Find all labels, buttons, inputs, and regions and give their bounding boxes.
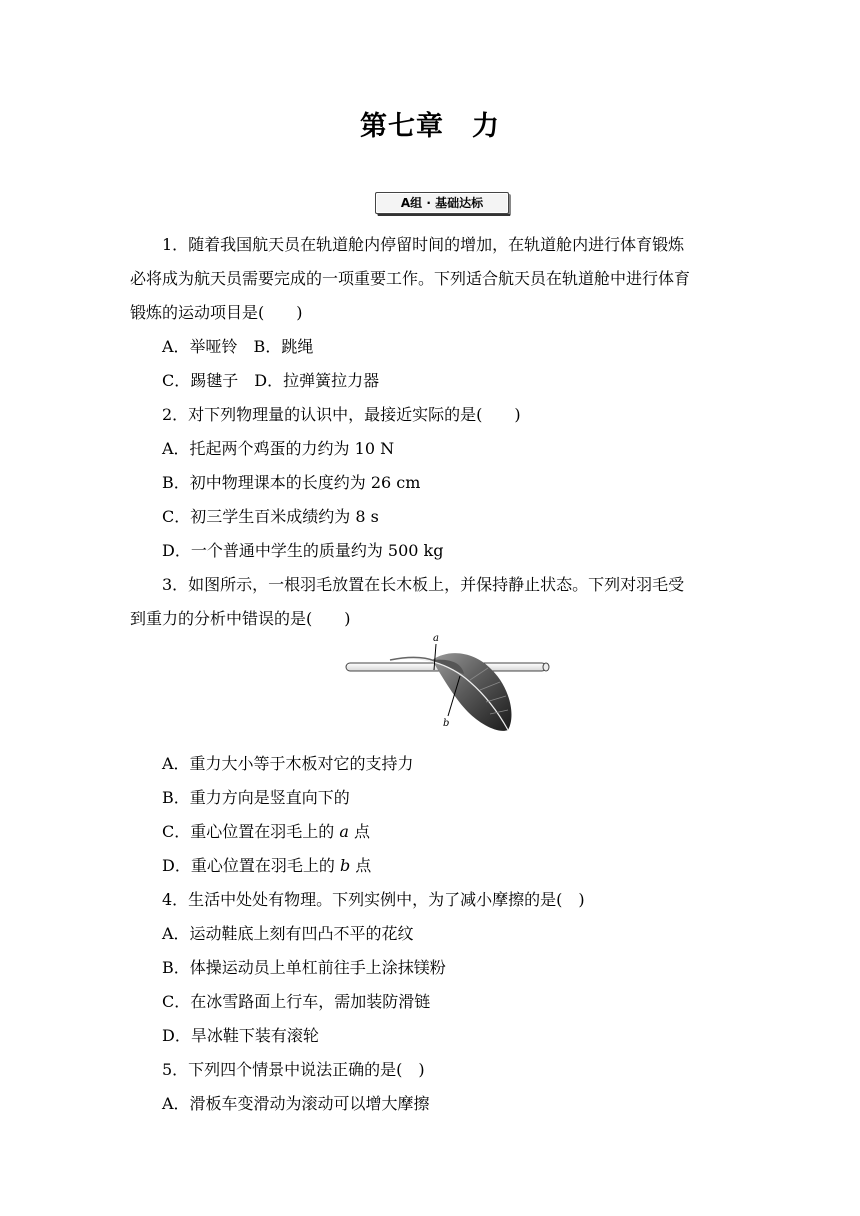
q3-option-d-suffix: 点 (355, 856, 372, 875)
q4-option-b: B．体操运动员上单杠前往手上涂抹镁粉 (162, 958, 446, 977)
q1-options-cd: C．踢毽子 D．拉弹簧拉力器 (162, 371, 380, 390)
q2-option-a: A．托起两个鸡蛋的力约为 10 N (162, 439, 395, 458)
q3-option-d (162, 853, 371, 876)
chapter-title: 第七章 力 (360, 111, 500, 142)
q5-stem: 5．下列四个情景中说法正确的是( ) (162, 1060, 425, 1079)
feather-on-board-figure (340, 630, 555, 742)
badge-underline (378, 214, 510, 216)
q2-option-b: B．初中物理课本的长度约为 26 cm (162, 473, 421, 492)
label-b: b (443, 718, 450, 729)
q3-option-c (162, 819, 370, 842)
q3-stem-line2: 到重力的分析中错误的是( ) (130, 609, 351, 628)
q3-option-c-var: a (339, 822, 349, 841)
section-badge: A组 · 基础达标 (375, 192, 509, 214)
label-a: a (433, 633, 439, 644)
q4-option-a: A．运动鞋底上刻有凹凸不平的花纹 (162, 924, 414, 943)
q1-options-ab: A．举哑铃 B．跳绳 (162, 337, 314, 356)
q3-stem-line1: 3．如图所示，一根羽毛放置在长木板上，并保持静止状态。下列对羽毛受 (162, 575, 685, 594)
q3-option-c-prefix: C．重心位置在羽毛上的 (162, 822, 335, 841)
q1-stem-line2: 必将成为航天员需要完成的一项重要工作。下列适合航天员在轨道舱中进行体育 (130, 269, 691, 288)
q2-option-d: D．一个普通中学生的质量约为 500 kg (162, 541, 444, 560)
q2-stem: 2．对下列物理量的认识中，最接近实际的是( ) (162, 405, 521, 424)
q3-option-d-prefix: D．重心位置在羽毛上的 (162, 856, 335, 875)
q1-stem-line3: 锻炼的运动项目是( ) (130, 303, 303, 322)
q1-stem-line1: 1．随着我国航天员在轨道舱内停留时间的增加，在轨道舱内进行体育锻炼 (162, 235, 685, 254)
q5-option-a: A．滑板车变滑动为滚动可以增大摩擦 (162, 1094, 430, 1113)
q2-option-c: C．初三学生百米成绩约为 8 s (162, 507, 379, 526)
q3-option-c-suffix: 点 (353, 822, 370, 841)
q3-option-a: A．重力大小等于木板对它的支持力 (162, 754, 414, 773)
q3-option-d-var: b (339, 856, 351, 875)
q4-stem: 4．生活中处处有物理。下列实例中，为了减小摩擦的是( ) (162, 890, 585, 909)
q4-option-c: C．在冰雪路面上行车，需加装防滑链 (162, 992, 431, 1011)
q4-option-d: D．旱冰鞋下装有滚轮 (162, 1026, 319, 1045)
q3-option-b: B．重力方向是竖直向下的 (162, 788, 350, 807)
